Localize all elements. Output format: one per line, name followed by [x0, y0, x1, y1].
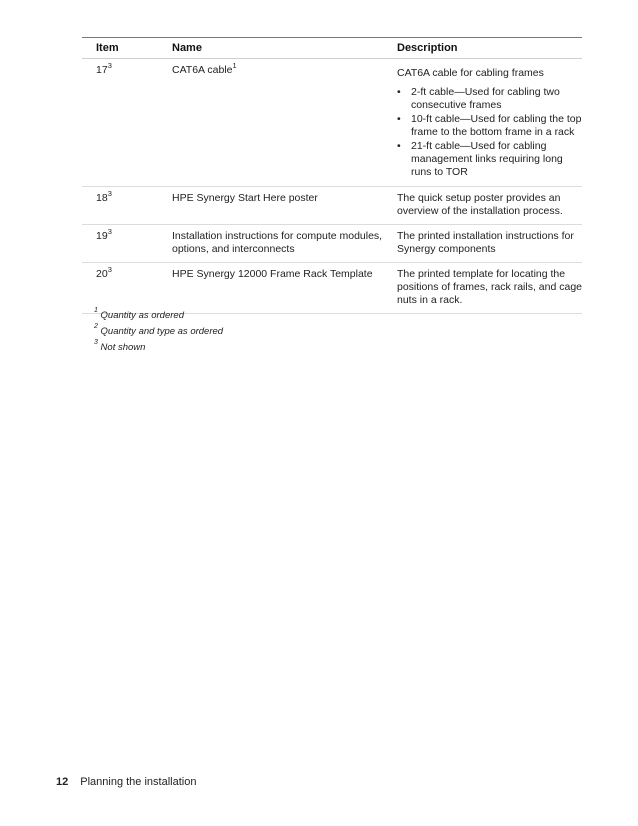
header-item: Item: [96, 42, 119, 54]
item-number: $19^3$: [96, 226, 112, 242]
item-name: HPE Synergy 12000 Frame Rack Template: [172, 268, 373, 280]
table-row: [82, 225, 582, 263]
table-row: [82, 263, 582, 314]
bullet-list: [397, 86, 582, 179]
item-description: The quick setup poster provides an overview of the installation process.: [397, 192, 563, 217]
item-description: CAT6A cable for cabling frames • 2-ft cable—Used for cabling two consecutive frames • 10-ft cable—Used for cabling the top frame to the bottom frame in a rack • 21-ft cable—Used for cabling management links requiring long runs to TOR: [397, 59, 582, 186]
footnote: $^1$ Quantity as ordered: [94, 306, 184, 321]
item-name: Installation instructions for compute modules, options, and interconnects: [172, 230, 383, 255]
item-number: $17^3$: [96, 60, 112, 76]
table-row: [82, 59, 582, 187]
item-name: HPE Synergy Start Here poster: [172, 192, 318, 204]
footnotes: [94, 308, 223, 356]
page-number: 12: [56, 776, 69, 788]
list-item: • 2-ft cable—Used for cabling two consecutive frames: [397, 86, 582, 112]
footnote: $^3$ Not shown: [94, 338, 146, 353]
parts-table: [82, 37, 582, 314]
header-description: Description: [397, 42, 458, 54]
table-header: [82, 38, 582, 59]
list-item: • 10-ft cable—Used for cabling the top frame to the bottom frame in a rack: [397, 113, 582, 139]
item-name: CAT6A cable$^1$: [172, 60, 237, 76]
footnote: $^2$ Quantity and type as ordered: [94, 322, 224, 337]
item-number: $20^3$: [96, 264, 112, 280]
list-item: • 21-ft cable—Used for cabling management links requiring long runs to TOR: [397, 140, 582, 179]
header-name: Name: [172, 42, 202, 54]
item-description: The printed template for locating the positions of frames, rack rails, and cage nuts in a rack.: [397, 268, 583, 306]
section-title: Planning the installation: [80, 776, 197, 788]
item-description: The printed installation instructions for Synergy components: [397, 230, 574, 255]
item-number: $18^3$: [96, 188, 112, 204]
page-footer: [56, 776, 196, 788]
table-row: [82, 187, 582, 225]
